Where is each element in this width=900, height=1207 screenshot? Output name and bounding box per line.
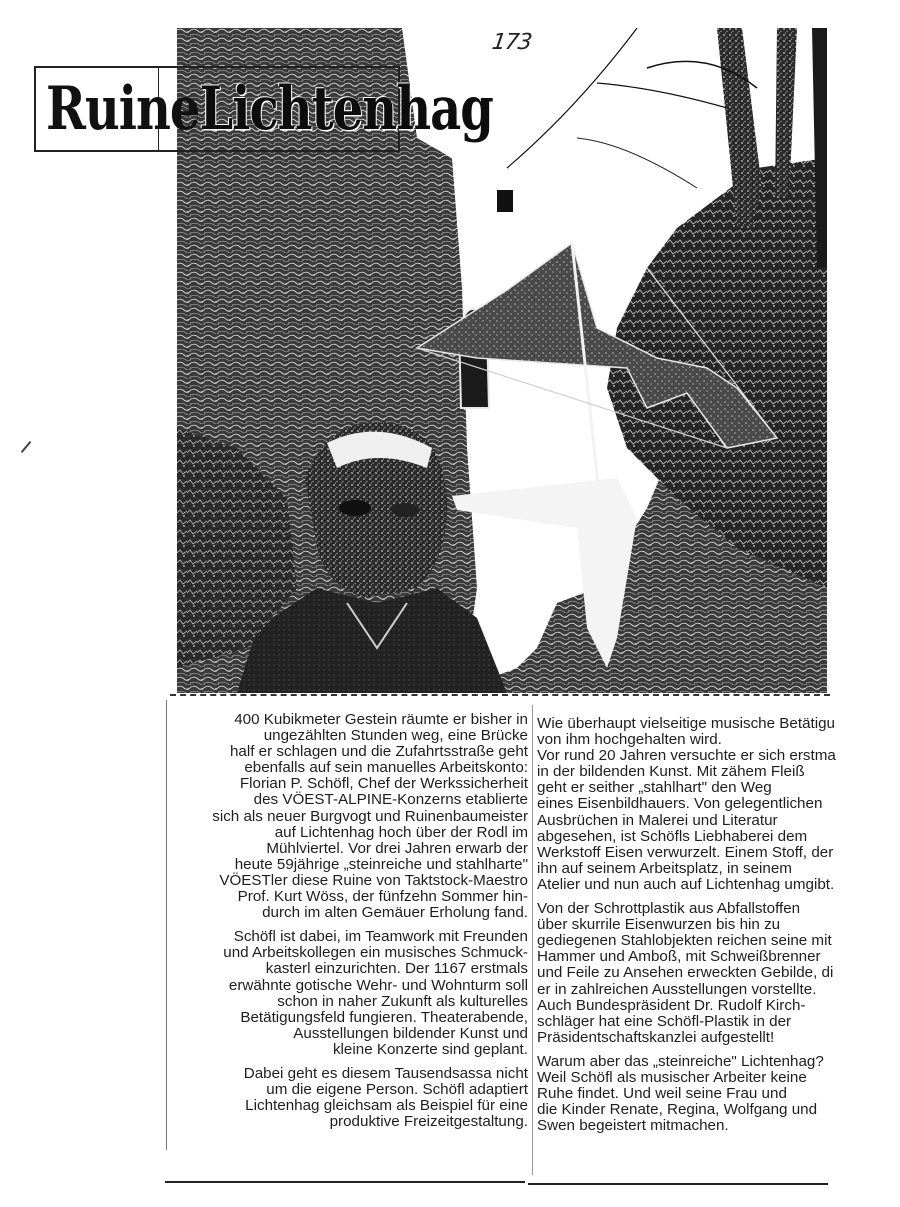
headline [46,74,493,144]
paragraph [164,1066,528,1130]
column-divider [532,705,533,1175]
text-line: durch im alten Gemäuer Erholung fand. [262,904,528,922]
text-line: geht er seither „stahlhart" den Weg [537,779,772,797]
text-line: Präsidentschaftskanzlei aufgestellt! [537,1028,775,1046]
text-line: von ihm hochgehalten wird. [537,731,722,749]
text-line: Ausstellungen bildender Kunst und [293,1024,528,1042]
text-line: sich als neuer Burgvogt und Ruinenbaumeister [212,807,528,825]
text-line: half er schlagen und die Zufahrtsstraße geht [229,743,528,761]
text-line: schläger hat eine Schöfl-Plastik in der [537,1012,792,1030]
paragraph [164,929,528,1058]
text-line: auf Lichtenhag hoch über der Rodl im [274,823,528,841]
text-line: abgesehen, ist Schöfls Liebhaberei dem [537,827,808,845]
text-line: und Feile zu Ansehen erweckten Gebilde, di [537,964,834,982]
text-line: Swen begeistert mitmachen. [537,1117,729,1135]
paragraph [164,712,528,921]
text-line: in der bildenden Kunst. Mit zähem Fleiß [537,763,805,781]
text-line: ebenfalls auf sein manuelles Arbeitskonto: [244,759,528,777]
headline-box [34,66,493,152]
article-column-left [164,712,528,1138]
paragraph [537,1054,897,1134]
text-line: 400 Kubikmeter Gestein räumte er bisher in [234,711,528,728]
text-line: schon in naher Zukunft als kulturelles [277,992,528,1010]
text-line: heute 59jährige „steinreiche und stahlharte" [234,855,528,873]
text-line: um die eigene Person. Schöfl adaptiert [266,1081,528,1099]
text-line: Florian P. Schöfl, Chef der Werkssicherheit [239,775,528,793]
text-line: produktive Freizeitgestaltung. [329,1113,528,1131]
page-number: 173 [490,30,533,55]
text-line: die Kinder Renate, Regina, Wolfgang und [537,1101,818,1119]
text-line: Prof. Kurt Wöss, der fünfzehn Sommer hin- [237,888,528,906]
text-line: eines Eisenbildhauers. Von gelegentlichen [537,795,823,813]
margin-mark [21,441,32,453]
paragraph [537,901,897,1046]
text-line: er in zahlreichen Ausstellungen vorstellte. [537,980,817,998]
clipping-edge [170,694,830,696]
tower-window [497,190,513,212]
headline-word-2: Lichtenhag [199,74,493,144]
text-line: ungezählten Stunden weg, eine Brücke [263,727,528,745]
text-line: Werkstoff Eisen verwurzelt. Einem Stoff, der [537,843,834,861]
clipping-edge-bottom [165,1181,525,1183]
text-line: Ausbrüchen in Malerei und Literatur [537,811,778,829]
text-line: Dabei geht es diesem Tausendsassa nicht [243,1064,528,1082]
text-line: Wie überhaupt vielseitige musische Betätigu [537,715,836,732]
text-line: Warum aber das „steinreiche" Lichtenhag? [537,1052,824,1070]
text-line: Schöfl ist dabei, im Teamwork mit Freunden [233,928,528,946]
headline-word-1: Ruine [46,74,200,144]
text-line: Mühlviertel. Vor drei Jahren erwarb der [266,839,528,857]
text-line: Von der Schrottplastik aus Abfallstoffen [537,900,801,918]
clipping-edge-bottom [528,1183,828,1185]
text-line: kasterl einzurichten. Der 1167 erstmals [265,960,528,978]
paragraph [537,716,897,893]
text-line: kleine Konzerte sind geplant. [332,1040,528,1058]
text-line: Weil Schöfl als musischer Arbeiter keine [537,1068,807,1086]
text-line: Vor rund 20 Jahren versuchte er sich erstma [537,747,836,765]
text-line: Ruhe findet. Und weil seine Frau und [537,1085,787,1103]
text-line: Hammer und Amboß, mit Schweißbrenner [537,948,821,966]
text-line: gediegenen Stahlobjekten reichen seine mit [537,932,832,950]
text-line: VÖESTler diese Ruine von Taktstock-Maestro [219,871,528,889]
text-line: ihn auf seinem Arbeitsplatz, in seinem [537,859,792,877]
text-line: Auch Bundespräsident Dr. Rudolf Kirch- [537,996,806,1014]
text-line: über skurrile Eisenwurzen bis hin zu [537,916,781,934]
text-line: Atelier und nun auch auf Lichtenhag umgibt. [537,875,835,893]
text-line: Betätigungsfeld fungieren. Theaterabende, [240,1008,528,1026]
text-line: des VÖEST-ALPINE-Konzerns etablierte [253,791,528,809]
article-column-right [537,716,897,1142]
text-line: und Arbeitskollegen ein musisches Schmuck- [223,944,528,962]
text-line: erwähnte gotische Wehr- und Wohnturm soll [228,976,528,994]
text-line: Lichtenhag gleichsam als Beispiel für eine [245,1097,528,1115]
